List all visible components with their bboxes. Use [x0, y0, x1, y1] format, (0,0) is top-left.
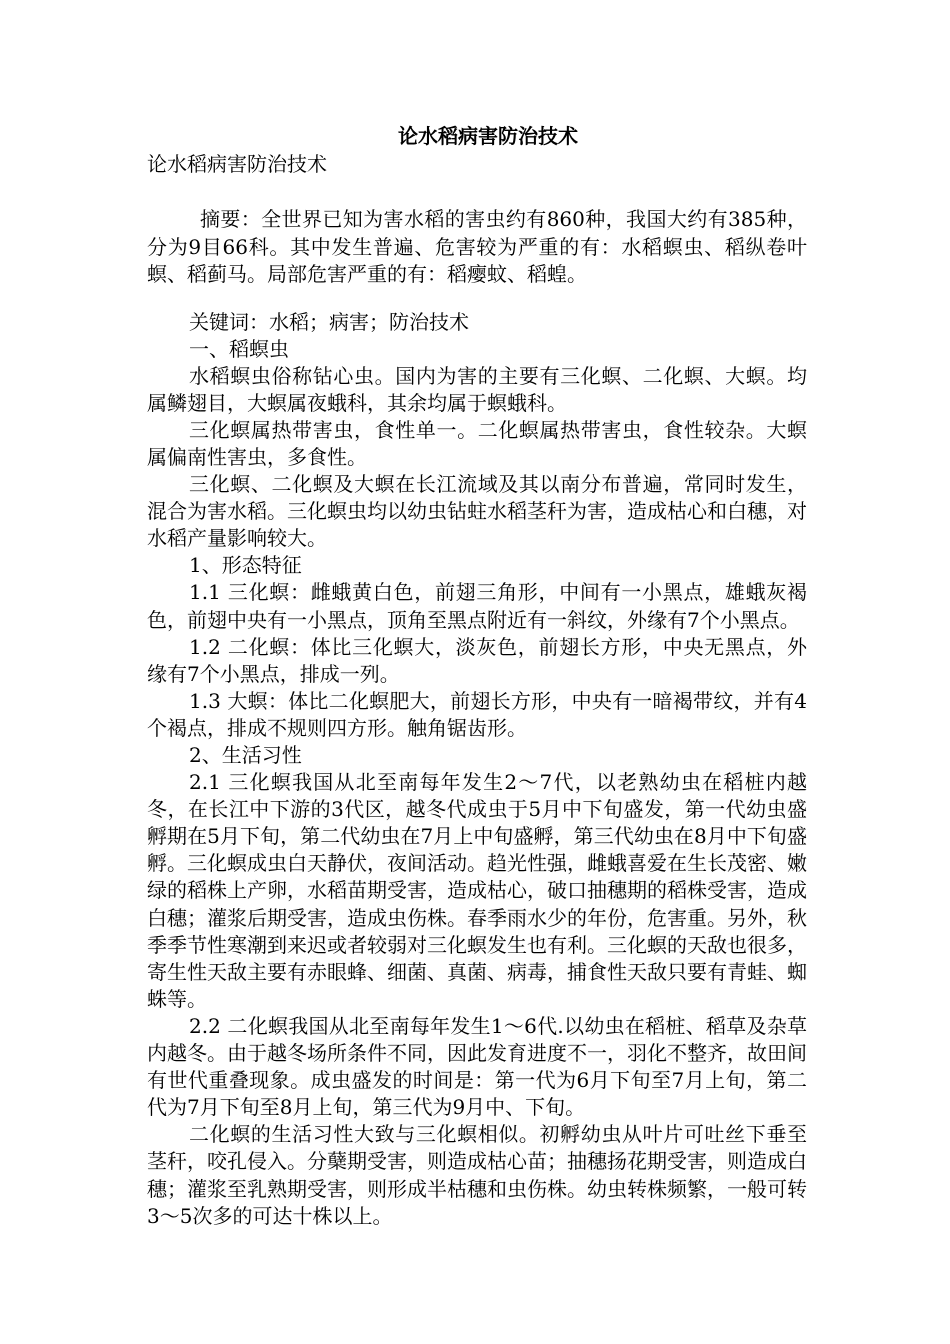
- body-paragraph: 三化螟、二化螟及大螟在长江流域及其以南分布普遍，常同时发生，混合为害水稻。三化螟虫均以幼虫钻蛀水稻茎秆为害，造成枯心和白穗，对水稻产量影响较大。: [147, 472, 807, 551]
- keywords-line: 关键词：水稻；病害；防治技术: [189, 309, 469, 334]
- section-heading: 一、稻螟虫: [189, 336, 289, 361]
- body-paragraph: 水稻螟虫俗称钻心虫。国内为害的主要有三化螟、二化螟、大螟。均属鳞翅目，大螟属夜蛾科，其余均属于螟蛾科。: [147, 363, 807, 415]
- body-paragraph: 2.2 二化螟我国从北至南每年发生1～6代.以幼虫在稻桩、稻草及杂草内越冬。由于越冬场所条件不同，因此发育进度不一，羽化不整齐，故田间有世代重叠现象。成虫盛发的时间是：第一代为6月下旬至7月上旬，第二代为7月下旬至8月上旬，第三代为9月中、下旬。: [147, 1013, 807, 1120]
- body-paragraph: 2.1 三化螟我国从北至南每年发生2～7代，以老熟幼虫在稻桩内越冬，在长江中下游的3代区，越冬代成虫于5月中下旬盛发，第一代幼虫盛孵期在5月下旬，第二代幼虫在7月上中旬盛孵，第三代幼虫在8月中下旬盛孵。三化螟成虫白天静伏，夜间活动。趋光性强，雌蛾喜爱在生长茂密、嫩绿的稻株上产卵，水稻苗期受害，造成枯心，破口抽穗期的稻株受害，造成白穗；灌浆后期受害，造成虫伤株。春季雨水少的年份，危害重。另外，秋季季节性寒潮到来迟或者较弱对三化螟发生也有利。三化螟的天敌也很多，寄生性天敌主要有赤眼蜂、细菌、真菌、病毒，捕食性天敌只要有青蛙、蜘蛛等。: [147, 770, 807, 1011]
- document-subtitle: 论水稻病害防治技术: [147, 152, 327, 176]
- body-paragraph: 三化螟属热带害虫，食性单一。二化螟属热带害虫，食性较杂。大螟属偏南性害虫，多食性。: [147, 417, 807, 469]
- body-paragraph: 二化螟的生活习性大致与三化螟相似。初孵幼虫从叶片可吐丝下垂至茎秆，咬孔侵入。分蘖期受害，则造成枯心苗；抽穗扬花期受害，则造成白穗；灌浆至乳熟期受害，则形成半枯穗和虫伤株。幼虫转株频繁，一般可转3～5次多的可达十株以上。: [147, 1122, 807, 1228]
- abstract-paragraph: 摘要：全世界已知为害水稻的害虫约有860种，我国大约有385种，分为9目66科。其中发生普遍、危害较为严重的有：水稻螟虫、稻纵卷叶螟、稻蓟马。局部危害严重的有：稻瘿蚊、稻蝗。: [147, 207, 807, 286]
- subsection-heading: 1、形态特征: [189, 553, 302, 578]
- document-page: [147, 122, 807, 1230]
- spacer: [147, 289, 807, 309]
- document-title: 论水稻病害防治技术: [398, 124, 578, 148]
- subsection-heading: 2、生活习性: [189, 743, 302, 767]
- body-paragraph: 1.1 三化螟：雌蛾黄白色，前翅三角形，中间有一小黑点，雄蛾灰褐色，前翅中央有一小黑点，顶角至黑点附近有一斜纹，外缘有7个小黑点。: [147, 580, 807, 632]
- body-paragraph: 1.2 二化螟：体比三化螟大，淡灰色，前翅长方形，中央无黑点，外缘有7个小黑点，排成一列。: [147, 634, 807, 686]
- body-paragraph: 1.3 大螟：体比二化螟肥大，前翅长方形，中央有一暗褐带纹，并有4个褐点，排成不规则四方形。触角锯齿形。: [147, 688, 807, 740]
